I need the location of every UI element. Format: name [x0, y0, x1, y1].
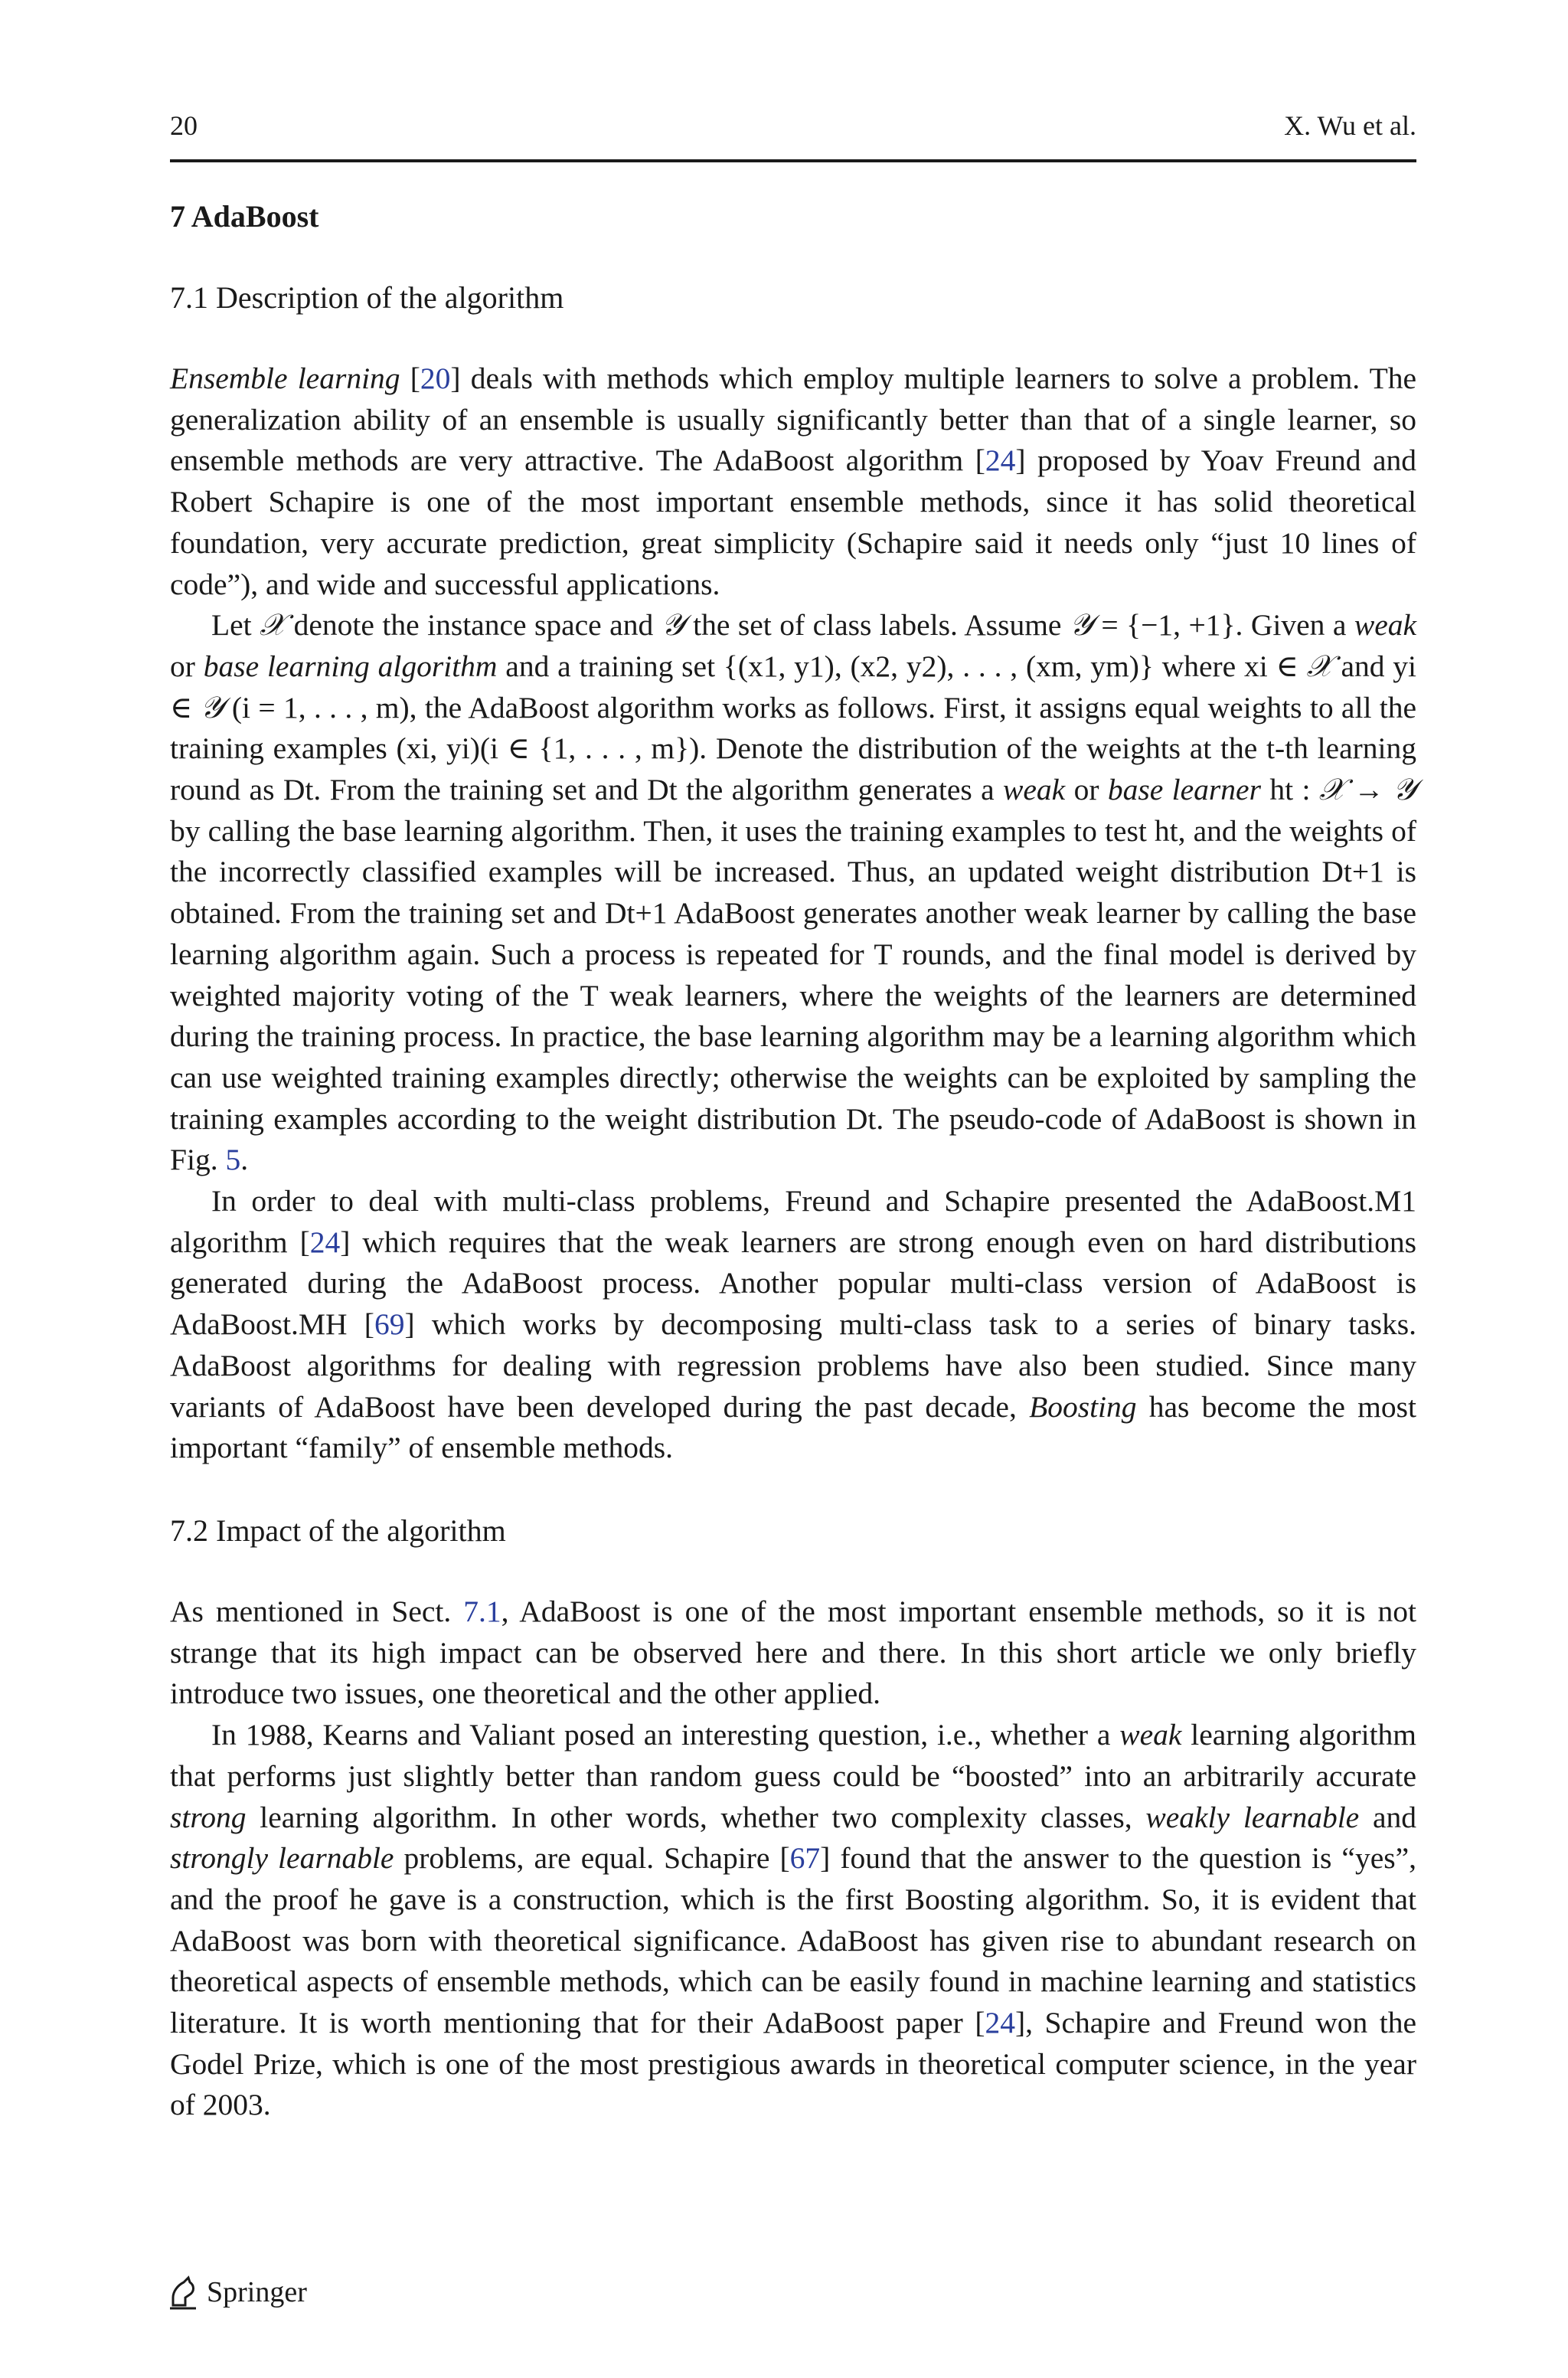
- section-title: 7 AdaBoost: [170, 199, 319, 234]
- springer-horse-icon: [167, 2275, 199, 2310]
- paragraph-5: In 1988, Kearns and Valiant posed an interesting question, i.e., whether a weak learning algorithm that performs just slightly better than random guess could be “boosted” into an arbitrarily accurate strong learning algorithm. In other words, whether two complexity classes, weakly learnable and strongly learnable problems, are equal. Schapire [67] found that the answer to the question is “yes”, and the proof he gave is a construction, which is the first Boosting algorithm. So, it is evident that AdaBoost was born with theoretical significance. AdaBoost has given rise to abundant research on theoretical aspects of ensemble methods, which can be easily found in machine learning and statistics literature. It is worth mentioning that for their AdaBoost paper [24], Schapire and Freund won the Godel Prize, which is one of the most prestigious awards in theoretical computer science, in the year of 2003.: [170, 1718, 1417, 2122]
- citation-24-c[interactable]: 24: [985, 2006, 1015, 2040]
- paragraph-3: In order to deal with multi-class problems, Freund and Schapire presented the AdaBoost.M1 algorithm [24] which requires that the weak learners are strong enough even on hard distributions generated during the AdaBoost process. Another popular multi-class version of AdaBoost is AdaBoost.MH [69] which works by decomposing multi-class task to a series of binary tasks. AdaBoost algorithms for dealing with regression problems have also been studied. Since many variants of AdaBoost have been developed during the past decade, Boosting has become the most important “family” of ensemble methods.: [170, 1184, 1417, 1465]
- paragraph-4: As mentioned in Sect. 7.1, AdaBoost is one of the most important ensemble methods, so it is not strange that its high impact can be observed here and there. In this short article we only briefly introduce two issues, one theoretical and the other applied.: [170, 1594, 1416, 1711]
- page-body: [170, 112, 1416, 2126]
- figure-5-link[interactable]: 5: [225, 1143, 241, 1177]
- citation-24-b[interactable]: 24: [309, 1225, 341, 1259]
- section-7-1-link[interactable]: 7.1: [463, 1594, 501, 1628]
- script-x-symbol: 𝒳: [260, 607, 286, 643]
- term-ensemble-learning: Ensemble learning: [170, 361, 400, 395]
- running-authors: X. Wu et al.: [1284, 110, 1416, 141]
- page-number: 20: [170, 110, 198, 141]
- subsection-title-7-1: 7.1 Description of the algorithm: [170, 280, 564, 315]
- publisher-footer: [167, 2275, 307, 2310]
- citation-24[interactable]: 24: [985, 443, 1016, 478]
- paragraph-1: Ensemble learning [20] deals with methods which employ multiple learners to solve a problem. The generalization ability of an ensemble is usually significantly better than that of a single learner, so ensemble methods are very attractive. The AdaBoost algorithm [24] proposed by Yoav Freund and Robert Schapire is one of the most important ensemble methods, since it has solid theoretical foundation, very accurate prediction, great simplicity (Schapire said it needs only “just 10 lines of code”), and wide and successful applications.: [170, 361, 1417, 601]
- paragraph-2: Let 𝒳 denote the instance space and 𝒴 the set of class labels. Assume 𝒴 = {−1, +1}. Given a weak or base learning algorithm and a training set {(x1, y1), (x2, y2), . . . , (xm, ym)} where xi ∈ 𝒳 and yi ∈ 𝒴 (i = 1, . . . , m), the AdaBoost algorithm works as follows. First, it assigns equal weights to all the training examples (xi, yi)(i ∈ {1, . . . , m}). Denote the distribution of the weights at the t-th learning round as Dt. From the training set and Dt the algorithm generates a weak or base learner ht : 𝒳 → 𝒴 by calling the base learning algorithm. Then, it uses the training examples to test ht, and the weights of the incorrectly classified examples will be increased. Thus, an updated weight distribution Dt+1 is obtained. From the training set and Dt+1 AdaBoost generates another weak learner by calling the base learning algorithm again. Such a process is repeated for T rounds, and the final model is derived by weighted majority voting of the T weak learners, where the weights of the learners are determined during the training process. In practice, the base learning algorithm may be a learning algorithm which can use weighted training examples directly; otherwise the weights can be exploited by sampling the training examples according to the weight distribution Dt. The pseudo-code of AdaBoost is shown in Fig. 5.: [170, 607, 1417, 1177]
- citation-69[interactable]: 69: [374, 1307, 405, 1342]
- citation-20[interactable]: 20: [420, 361, 451, 395]
- publisher-name: Springer: [207, 2276, 307, 2308]
- running-head: [170, 112, 1416, 162]
- subsection-title-7-2: 7.2 Impact of the algorithm: [170, 1513, 506, 1548]
- citation-67[interactable]: 67: [789, 1841, 821, 1876]
